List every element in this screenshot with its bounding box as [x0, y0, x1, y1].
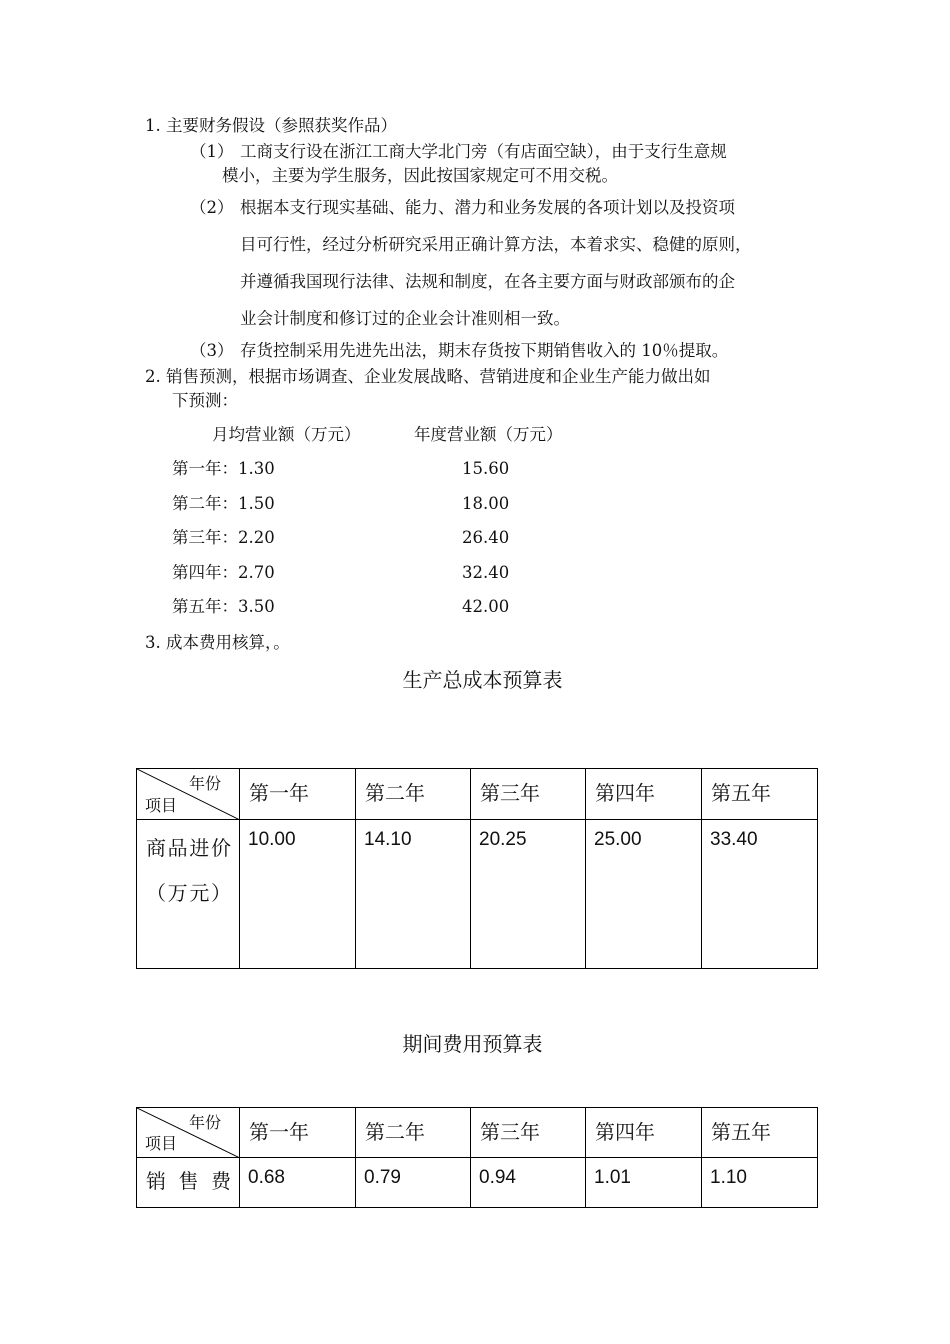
- forecast-row-2: 第二年：1.50: [172, 494, 275, 513]
- value-cell: 0.79: [356, 1158, 471, 1208]
- value-cell: 10.00: [240, 820, 356, 969]
- value-cell: 33.40: [702, 820, 818, 969]
- forecast-row-5: 第五年：3.50: [172, 597, 275, 616]
- item2-line-3: 并遵循我国现行法律、法规和制度，在各主要方面与财政部颁布的企: [240, 272, 735, 291]
- year-header: 第四年: [586, 769, 702, 820]
- table2-title: 期间费用预算表: [402, 1032, 543, 1056]
- item3-marker: （3）: [190, 341, 234, 360]
- year-header: 第三年: [471, 1108, 586, 1158]
- col-yearly-header: 年度营业额（万元）: [414, 425, 563, 444]
- item2-marker: （2）: [190, 198, 234, 217]
- section1-heading: 1. 主要财务假设（参照获奖作品）: [145, 116, 397, 135]
- diag-year-label: 年份: [188, 1113, 221, 1132]
- year-header: 第五年: [702, 769, 818, 820]
- diagonal-header-cell: [137, 1108, 240, 1158]
- item1-line-2: 模小，主要为学生服务，因此按国家规定可不用交税。: [222, 166, 618, 185]
- item1-line-1: 工商支行设在浙江工商大学北门旁（有店面空缺），由于支行生意规: [240, 142, 727, 161]
- value-cell: 1.10: [702, 1158, 818, 1208]
- forecast-row-3: 第三年：2.20: [172, 528, 275, 547]
- value-cell: 0.68: [240, 1158, 356, 1208]
- section2-line-1: 2. 销售预测，根据市场调查、企业发展战略、营销进度和企业生产能力做出如: [145, 367, 711, 386]
- year-header: 第四年: [586, 1108, 702, 1158]
- production-cost-table: [136, 768, 818, 969]
- forecast-row-3-yearly: 26.40: [462, 528, 510, 547]
- col-monthly-header: 月均营业额（万元）: [212, 425, 361, 444]
- value-cell: 20.25: [471, 820, 586, 969]
- forecast-row-4-yearly: 32.40: [462, 563, 510, 582]
- forecast-row-2-yearly: 18.00: [462, 494, 510, 513]
- year-header: 第三年: [471, 769, 586, 820]
- row-label: 销售费: [137, 1158, 240, 1208]
- row-label: 商品进价（万元）: [137, 820, 240, 969]
- item3-line: 存货控制采用先进先出法，期末存货按下期销售收入的 10％提取。: [240, 341, 729, 360]
- item2-line-1: 根据本支行现实基础、能力、潜力和业务发展的各项计划以及投资项: [240, 198, 735, 217]
- forecast-row-1: 第一年：1.30: [172, 459, 275, 478]
- item2-line-2: 目可行性，经过分析研究采用正确计算方法，本着求实、稳健的原则，: [240, 235, 752, 254]
- diag-item-label: 项目: [145, 796, 178, 815]
- table1-title: 生产总成本预算表: [402, 668, 563, 692]
- diagonal-header-cell: [137, 769, 240, 820]
- section2-line-2: 下预测：: [172, 391, 238, 410]
- forecast-row-1-yearly: 15.60: [462, 459, 510, 478]
- year-header: 第五年: [702, 1108, 818, 1158]
- value-cell: 0.94: [471, 1158, 586, 1208]
- value-cell: 25.00: [586, 820, 702, 969]
- year-header: 第二年: [356, 1108, 471, 1158]
- year-header: 第一年: [240, 1108, 356, 1158]
- item1-marker: （1）: [190, 142, 234, 161]
- diag-item-label: 项目: [145, 1134, 178, 1153]
- forecast-row-4: 第四年：2.70: [172, 563, 275, 582]
- diag-year-label: 年份: [188, 774, 221, 793]
- period-expense-table: [136, 1107, 818, 1208]
- section3-line: 3. 成本费用核算，。: [145, 633, 290, 652]
- year-header: 第一年: [240, 769, 356, 820]
- year-header: 第二年: [356, 769, 471, 820]
- item2-line-4: 业会计制度和修订过的企业会计准则相一致。: [240, 309, 570, 328]
- forecast-row-5-yearly: 42.00: [462, 597, 510, 616]
- value-cell: 1.01: [586, 1158, 702, 1208]
- value-cell: 14.10: [356, 820, 471, 969]
